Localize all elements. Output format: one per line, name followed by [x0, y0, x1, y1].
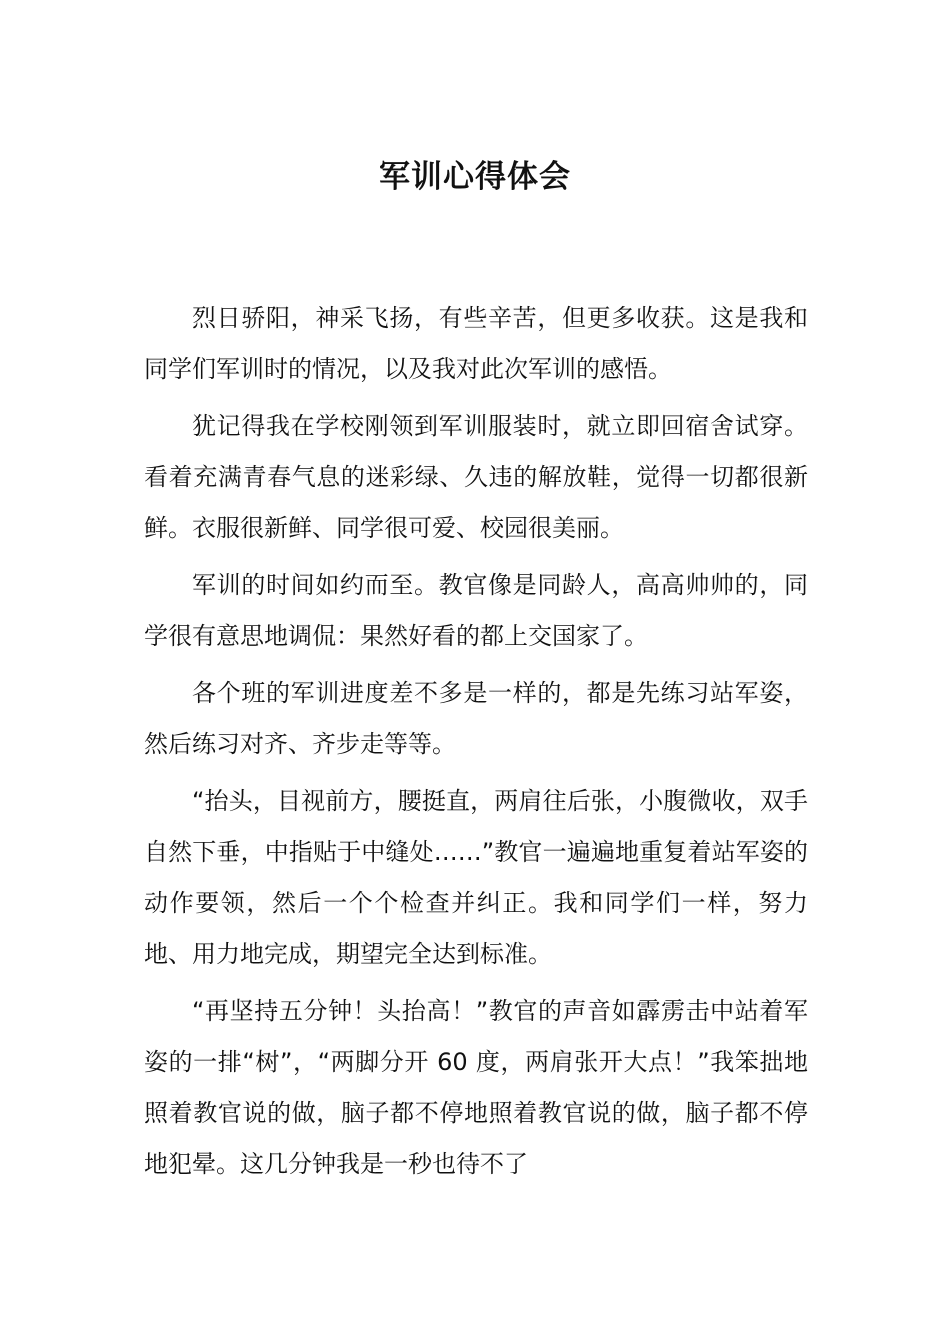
paragraph-2: 犹记得我在学校刚领到军训服装时，就立即回宿舍试穿。看着充满青春气息的迷彩绿、久违的解放鞋，觉得一切都很新鲜。衣服很新鲜、同学很可爱、校园很美丽。: [144, 412, 808, 542]
paragraph-3: 军训的时间如约而至。教官像是同龄人，高高帅帅的，同学很有意思地调侃：果然好看的都上交国家了。: [144, 571, 808, 650]
paragraph-4: 各个班的军训进度差不多是一样的，都是先练习站军姿，然后练习对齐、齐步走等等。: [144, 679, 808, 758]
document-title: 军训心得体会: [379, 159, 571, 195]
paragraph-6: “再坚持五分钟！头抬高！”教官的声音如霹雳击中站着军姿的一排“树”，“两脚分开 60 度，两肩张开大点！”我笨拙地照着教官说的做，脑子都不停地照着教官说的做，脑子都不停地犯晕。这几分钟我是一秒也待不了: [144, 997, 808, 1178]
paragraph-5: “抬头，目视前方，腰挺直，两肩往后张，小腹微收，双手自然下垂，中指贴于中缝处……”教官一遍遍地重复着站军姿的动作要领，然后一个个检查并纠正。我和同学们一样，努力地、用力地完成，期望完全达到标准。: [144, 787, 808, 968]
paragraph-1: 烈日骄阳，神采飞扬，有些辛苦，但更多收获。这是我和同学们军训时的情况，以及我对此次军训的感悟。: [144, 304, 808, 383]
document-body: [144, 293, 808, 1196]
